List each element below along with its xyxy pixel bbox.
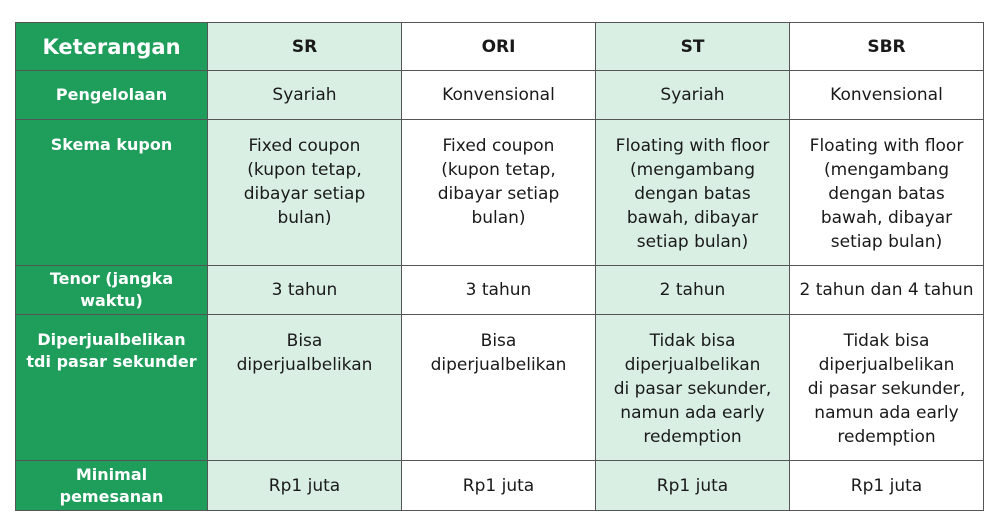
table-row-minimal-pemesanan [16,461,984,511]
column-header-ori: ORI [402,23,596,71]
cell-sbr-tenor: 2 tahun dan 4 tahun [790,266,984,315]
cell-st-tenor: 2 tahun [596,266,790,315]
cell-sbr-skema-kupon: Floating with floor (mengambang dengan batas bawah, dibayar setiap bulan) [790,120,984,266]
cell-sr-minimal-pemesanan: Rp1 juta [208,461,402,511]
cell-st-skema-kupon: Floating with floor (mengambang dengan batas bawah, dibayar setiap bulan) [596,120,790,266]
header-label-keterangan: Keterangan [16,23,208,71]
row-label-minimal-pemesanan: Minimal pemesanan [16,461,208,511]
cell-ori-minimal-pemesanan: Rp1 juta [402,461,596,511]
cell-sbr-diperjualbelikan: Tidak bisa diperjualbelikan di pasar sekunder, namun ada early redemption [790,315,984,461]
row-label-diperjualbelikan: Diperjualbelikan tdi pasar sekunder [16,315,208,461]
cell-sr-tenor: 3 tahun [208,266,402,315]
row-label-pengelolaan: Pengelolaan [16,71,208,120]
cell-sr-skema-kupon: Fixed coupon (kupon tetap, dibayar setiap bulan) [208,120,402,266]
column-header-sr: SR [208,23,402,71]
comparison-table [15,22,984,511]
header-row [16,23,984,71]
table-row-tenor [16,266,984,315]
column-header-st: ST [596,23,790,71]
cell-st-diperjualbelikan: Tidak bisa diperjualbelikan di pasar sekunder, namun ada early redemption [596,315,790,461]
column-header-sbr: SBR [790,23,984,71]
table-row-diperjualbelikan [16,315,984,461]
cell-sbr-minimal-pemesanan: Rp1 juta [790,461,984,511]
cell-sr-pengelolaan: Syariah [208,71,402,120]
cell-ori-pengelolaan: Konvensional [402,71,596,120]
cell-sbr-pengelolaan: Konvensional [790,71,984,120]
cell-ori-skema-kupon: Fixed coupon (kupon tetap, dibayar setiap bulan) [402,120,596,266]
row-label-skema-kupon: Skema kupon [16,120,208,266]
cell-sr-diperjualbelikan: Bisa diperjualbelikan [208,315,402,461]
cell-st-pengelolaan: Syariah [596,71,790,120]
table-row-pengelolaan [16,71,984,120]
cell-ori-tenor: 3 tahun [402,266,596,315]
cell-st-minimal-pemesanan: Rp1 juta [596,461,790,511]
cell-ori-diperjualbelikan: Bisa diperjualbelikan [402,315,596,461]
row-label-tenor: Tenor (jangka waktu) [16,266,208,315]
table-row-skema-kupon [16,120,984,266]
